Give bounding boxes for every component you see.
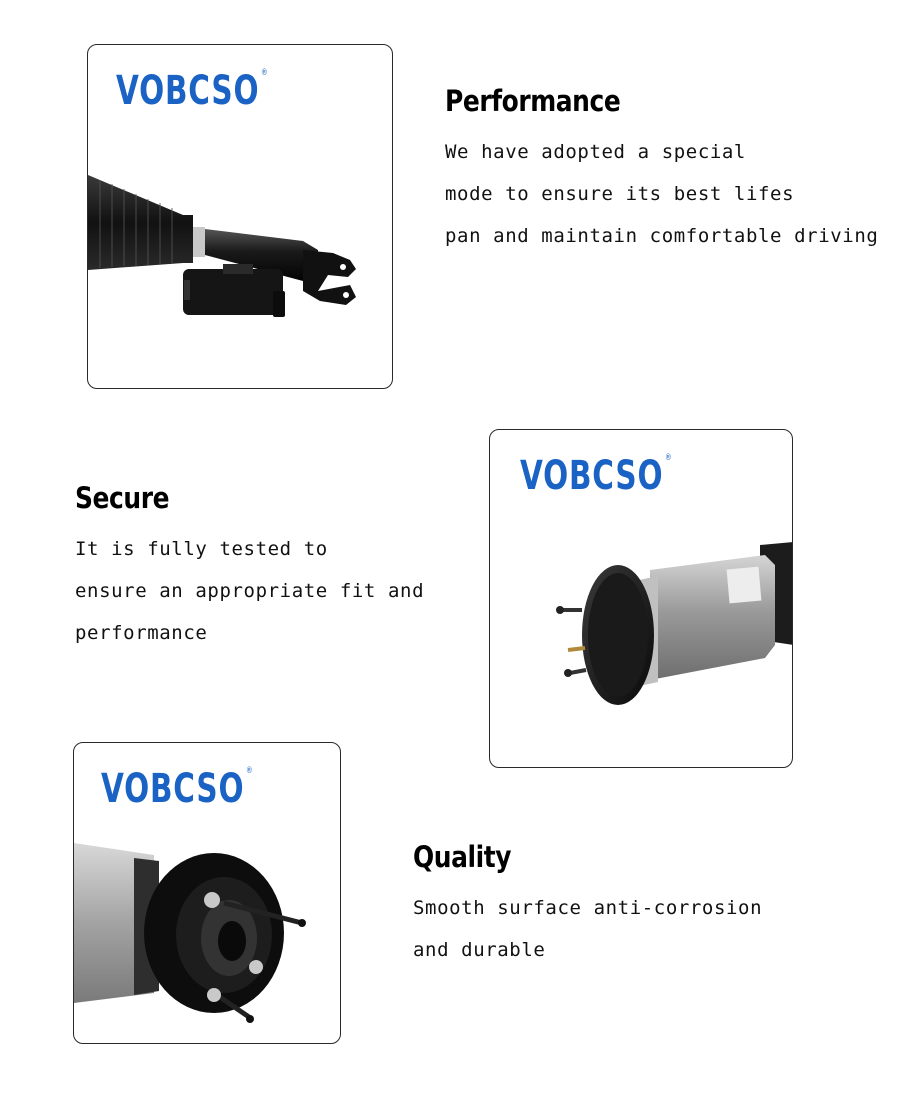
description-line: pan and maintain comfortable driving xyxy=(445,225,879,247)
description-line: We have adopted a special xyxy=(445,141,746,163)
description-line: performance xyxy=(75,622,208,644)
description-line: It is fully tested to xyxy=(75,538,328,560)
product-image-card-3 xyxy=(73,742,341,1044)
description-line: ensure an appropriate fit and xyxy=(75,580,425,602)
product-image-card-2 xyxy=(489,429,793,768)
performance-description xyxy=(445,131,878,257)
brand-logo: VOBCSO ® xyxy=(520,453,673,499)
air-spring-top-mount-image xyxy=(490,430,793,768)
description-line: mode to ensure its best lifes xyxy=(445,183,795,205)
brand-logo: VOBCSO ® xyxy=(101,766,254,812)
secure-heading: Secure xyxy=(75,481,170,515)
description-line: and durable xyxy=(413,939,546,961)
performance-heading: Performance xyxy=(445,84,621,118)
brand-logo: VOBCSO ® xyxy=(116,68,269,114)
quality-description xyxy=(413,887,762,971)
shock-absorber-with-bellows-image xyxy=(88,45,393,389)
quality-heading: Quality xyxy=(413,840,512,874)
description-line: Smooth surface anti-corrosion xyxy=(413,897,763,919)
secure-description xyxy=(75,528,424,654)
air-spring-mount-closeup-image xyxy=(74,743,341,1044)
product-image-card-1 xyxy=(87,44,393,389)
